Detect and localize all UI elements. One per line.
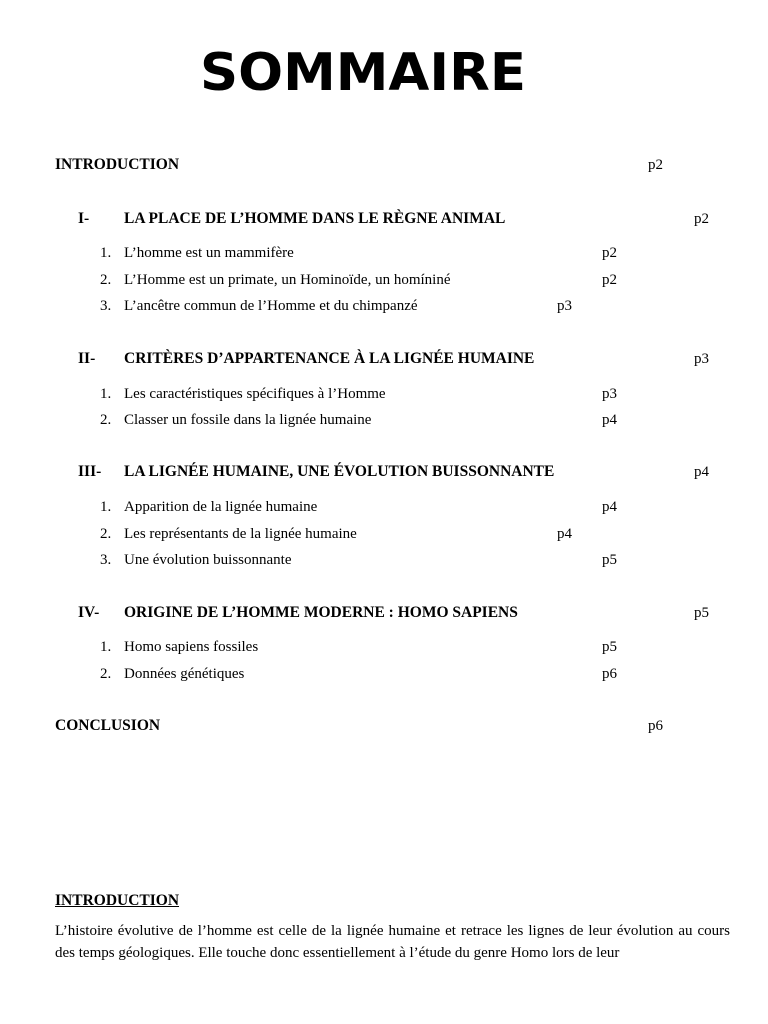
toc-item-number: 1.	[100, 499, 112, 515]
toc-item-label: Les représentants de la lignée humaine	[124, 526, 357, 542]
toc-item-number: 3.	[100, 298, 112, 314]
title-wordart	[196, 30, 530, 98]
toc-section-page: p4	[694, 464, 709, 480]
toc-item-page: p3	[557, 298, 572, 314]
toc-item-number: 2.	[100, 666, 112, 682]
intro-paragraph: L’histoire évolutive de l’homme est celle de la lignée humaine et retrace les lignes de leur évolution au cours des temps géologiques. Elle touche donc essentiellement à l’étude du genre Homo lors de leur	[55, 923, 730, 961]
toc-item-label: L’ancêtre commun de l’Homme et du chimpanzé	[124, 298, 418, 314]
title-text: SOMMAIRE	[200, 43, 526, 98]
toc-item-page: p4	[602, 412, 617, 428]
toc-section-page: p2	[694, 211, 709, 227]
toc-section-heading: LA PLACE DE L’HOMME DANS LE RÈGNE ANIMAL	[124, 210, 506, 227]
toc-section-numeral: II-	[78, 350, 96, 367]
toc-section-heading: CRITÈRES D’APPARTENANCE À LA LIGNÉE HUMAINE	[124, 350, 535, 367]
toc-item-page: p5	[602, 639, 617, 655]
intro-heading: INTRODUCTION	[55, 892, 180, 909]
toc-item-number: 2.	[100, 412, 112, 428]
toc-section-numeral: III-	[78, 463, 102, 480]
toc-section-page: p3	[694, 351, 709, 367]
toc-section-numeral: I-	[78, 210, 90, 227]
toc-item-label: Les caractéristiques spécifiques à l’Homme	[124, 386, 386, 402]
toc-item-label: Données génétiques	[124, 666, 245, 682]
toc-item-page: p4	[557, 526, 572, 542]
toc-conclusion-label: CONCLUSION	[55, 717, 161, 734]
toc-section-heading: LA LIGNÉE HUMAINE, UNE ÉVOLUTION BUISSONNANTE	[124, 463, 555, 480]
toc-item-label: L’Homme est un primate, un Hominoïde, un homíniné	[124, 272, 451, 288]
toc-item-label: L’homme est un mammifère	[124, 245, 294, 261]
page-title	[196, 30, 530, 98]
toc-item-page: p6	[602, 666, 617, 682]
toc-item-number: 3.	[100, 552, 112, 568]
toc-item-label: Homo sapiens fossiles	[124, 639, 259, 655]
toc-item-number: 1.	[100, 245, 112, 261]
toc-item-number: 1.	[100, 639, 112, 655]
toc-item-label: Apparition de la lignée humaine	[124, 499, 318, 515]
toc-item-page: p2	[602, 245, 617, 261]
toc-item-label: Classer un fossile dans la lignée humaine	[124, 412, 372, 428]
toc-item-number: 2.	[100, 526, 112, 542]
toc-item-label: Une évolution buissonnante	[124, 552, 292, 568]
toc-section-page: p5	[694, 605, 709, 621]
toc-conclusion-page: p6	[648, 718, 663, 734]
toc-item-page: p5	[602, 552, 617, 568]
toc-item-page: p2	[602, 272, 617, 288]
toc-item-page: p3	[602, 386, 617, 402]
toc-item-page: p4	[602, 499, 617, 515]
toc-section-numeral: IV-	[78, 604, 100, 621]
toc-introduction-page: p2	[648, 157, 663, 173]
toc-section-heading: ORIGINE DE L’HOMME MODERNE : HOMO SAPIENS	[124, 604, 518, 621]
toc-item-number: 2.	[100, 272, 112, 288]
toc-introduction-label: INTRODUCTION	[55, 156, 180, 173]
toc-item-number: 1.	[100, 386, 112, 402]
